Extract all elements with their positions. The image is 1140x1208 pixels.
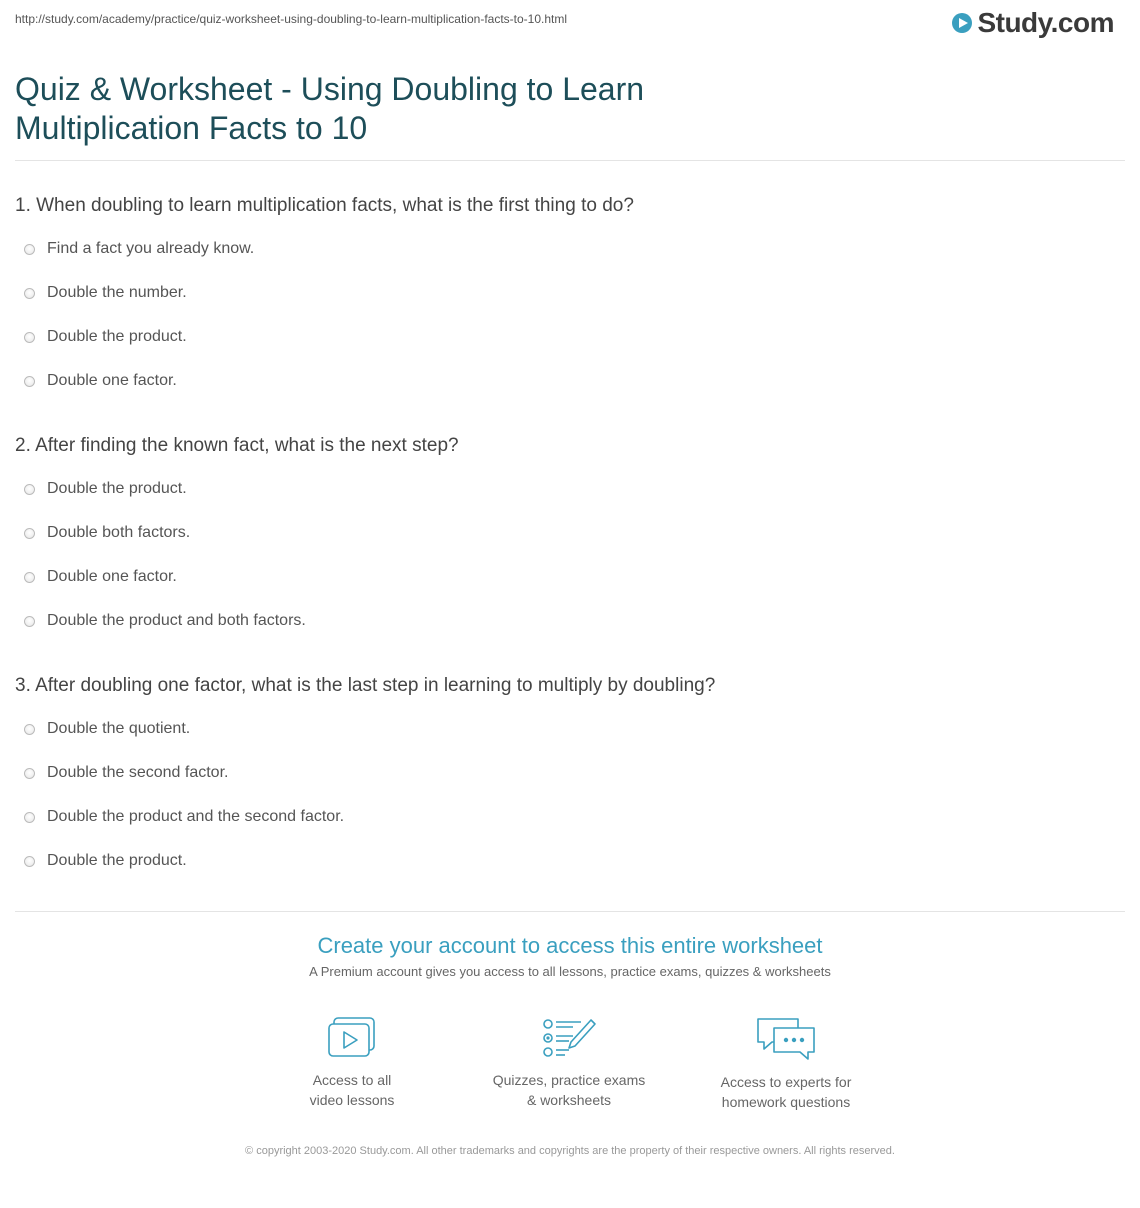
answer-option[interactable] [24,239,254,259]
answer-label: Find a fact you already know. [47,240,255,257]
answer-option[interactable] [24,371,177,391]
answer-label: Double the product and the second factor. [47,808,345,825]
answer-option[interactable] [24,523,190,543]
answer-label: Double the second factor. [47,764,229,781]
radio-button[interactable] [24,484,35,495]
divider [15,911,1125,912]
radio-button[interactable] [24,376,35,387]
answer-option[interactable] [24,807,344,827]
answer-option[interactable] [24,851,187,871]
logo-text: Study.com [977,7,1114,38]
radio-button[interactable] [24,288,35,299]
radio-button[interactable] [24,724,35,735]
page-title: Quiz & Worksheet - Using Doubling to Learn Multiplication Facts to 10 [15,71,645,146]
answer-label: Double the number. [47,284,187,301]
answer-option[interactable] [24,283,187,303]
feature-text-line: Access to all [312,1072,392,1088]
study-logo[interactable] [951,6,1114,40]
feature-experts [686,1016,886,1112]
answer-label: Double one factor. [47,568,177,585]
question-3: 3. After doubling one factor, what is the last step in learning to multiply by doubling? [15,675,716,696]
radio-button[interactable] [24,768,35,779]
radio-button[interactable] [24,528,35,539]
page-url: http://study.com/academy/practice/quiz-worksheet-using-doubling-to-learn-multiplication-facts-to-10.html [15,12,568,26]
answer-label: Double the product. [47,328,187,345]
answer-label: Double both factors. [47,524,191,541]
answer-label: Double the product. [47,480,187,497]
answer-label: Double the product. [47,852,187,869]
question-2: 2. After finding the known fact, what is the next step? [15,435,459,456]
play-logo-icon [951,12,973,34]
feature-text-line: & worksheets [526,1092,612,1108]
video-lessons-icon [326,1016,378,1060]
answer-label: Double one factor. [47,372,177,389]
divider [15,160,1125,161]
answer-option[interactable] [24,327,187,347]
answer-option[interactable] [24,479,187,499]
feature-video-lessons [252,1016,452,1110]
radio-button[interactable] [24,616,35,627]
radio-button[interactable] [24,332,35,343]
chat-bubbles-icon [754,1016,818,1062]
radio-button[interactable] [24,812,35,823]
feature-text-line: homework questions [721,1094,851,1110]
radio-button[interactable] [24,572,35,583]
answer-option[interactable] [24,567,177,587]
answer-option[interactable] [24,611,306,631]
question-1: 1. When doubling to learn multiplication facts, what is the first thing to do? [15,195,634,216]
answer-label: Double the product and both factors. [47,612,306,629]
feature-text-line: video lessons [309,1092,395,1108]
premium-description: A Premium account gives you access to all lessons, practice exams, quizzes & worksheets [309,964,831,979]
copyright-notice: © copyright 2003-2020 Study.com. All other trademarks and copyrights are the property of their respective owners. All rights reserved. [245,1145,895,1157]
answer-option[interactable] [24,719,190,739]
radio-button[interactable] [24,856,35,867]
quiz-checklist-icon [541,1016,597,1060]
answer-label: Double the quotient. [47,720,191,737]
feature-text-line: Quizzes, practice exams [492,1072,646,1088]
feature-text-line: Access to experts for [720,1074,852,1090]
create-account-link[interactable]: Create your account to access this entire worksheet [317,933,823,958]
answer-option[interactable] [24,763,228,783]
feature-quizzes [469,1016,669,1110]
radio-button[interactable] [24,244,35,255]
